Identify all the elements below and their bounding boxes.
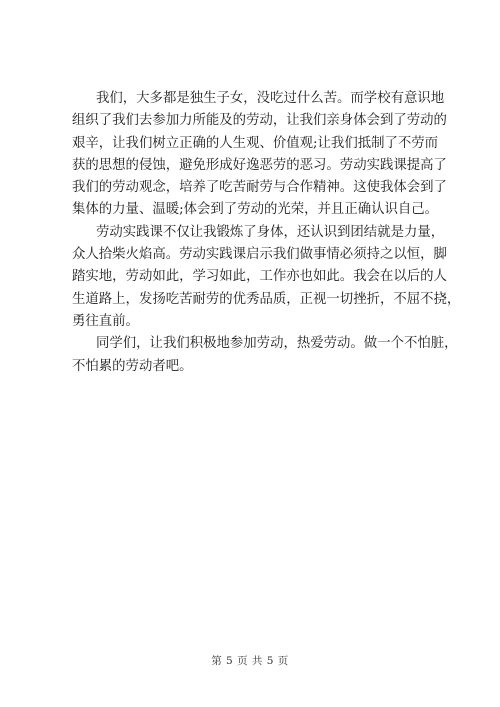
paragraph-line: 众人拾柴火焰高。劳动实践课启示我们做事情必须持之以恒，脚 <box>72 247 447 263</box>
paragraph-line: 踏实地，劳动如此，学习如此，工作亦也如此。我会在以后的人 <box>72 269 447 285</box>
paragraph-3 <box>72 333 458 378</box>
paragraph-line: 同学们，让我们积极地参加劳动，热爱劳动。做一个不怕脏， <box>96 336 458 352</box>
paragraph-1 <box>72 88 447 222</box>
paragraph-line: 不怕累的劳动者吧。 <box>72 358 193 374</box>
paragraph-line: 劳动实践课不仅让我锻炼了身体，还认识到团结就是力量， <box>96 224 445 240</box>
paragraph-line: 获的思想的侵蚀，避免形成好逸恶劳的恶习。劳动实践课提高了 <box>72 157 447 173</box>
paragraph-2 <box>72 222 461 333</box>
page-footer: 第 5 页 共 5 页 <box>211 655 289 667</box>
document-body <box>72 88 461 378</box>
paragraph-line: 生道路上，发扬吃苦耐劳的优秀品质，正视一切挫折，不屈不挠， <box>72 291 461 307</box>
paragraph-line: 组织了我们去参加力所能及的劳动，让我们亲身体会到了劳动的 <box>72 113 447 129</box>
paragraph-line: 我们，大多都是独生子女，没吃过什么苦。而学校有意识地 <box>96 91 445 106</box>
paragraph-line: 勇往直前。 <box>72 313 139 329</box>
paragraph-line: 艰辛，让我们树立正确的人生观、价值观;让我们抵制了不劳而 <box>72 135 439 151</box>
paragraph-line: 集体的力量、温暖;体会到了劳动的光荣，并且正确认识自己。 <box>72 202 439 218</box>
paragraph-line: 我们的劳动观念，培养了吃苦耐劳与合作精神。这使我体会到了 <box>72 180 447 196</box>
